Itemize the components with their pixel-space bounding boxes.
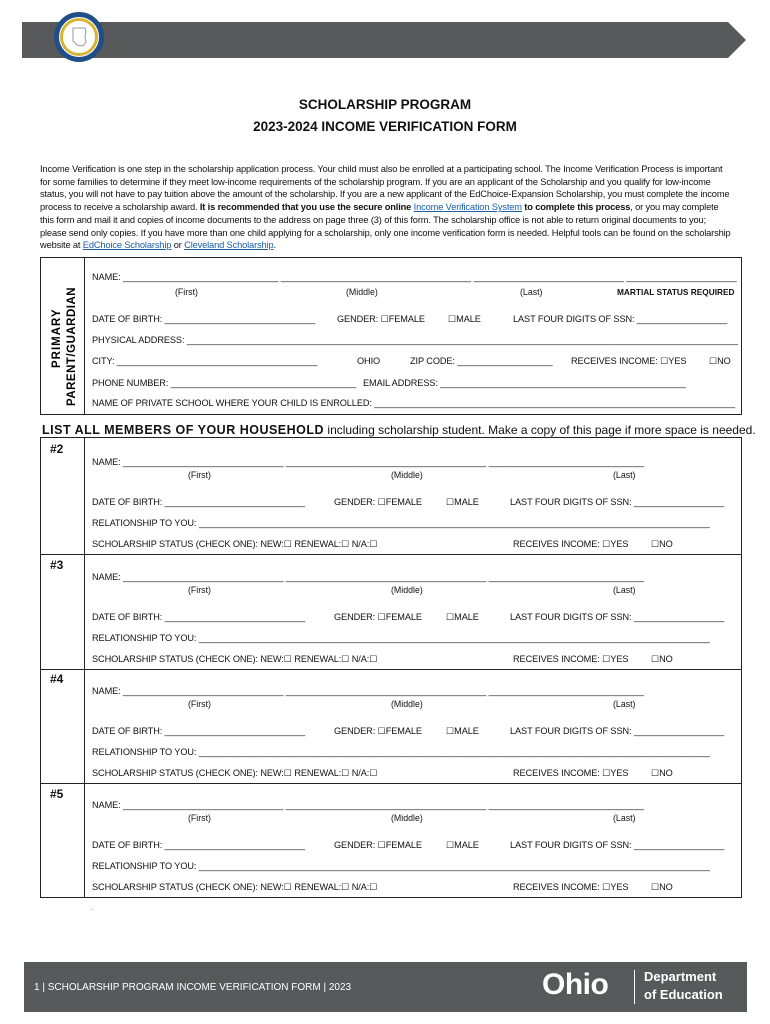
intro-paragraph (40, 163, 732, 252)
cleveland-scholarship-link[interactable]: Cleveland Scholarship (184, 240, 274, 251)
member-dob-field[interactable]: DATE OF BIRTH: ____________________________ (92, 612, 305, 622)
member-income-no-checkbox[interactable]: ☐NO (651, 768, 673, 778)
member-ssn-field[interactable]: LAST FOUR DIGITS OF SSN: __________________ (510, 497, 725, 507)
member-last-caption: (Last) (613, 699, 636, 709)
stray-mark: · (90, 905, 93, 914)
ohio-seal-ring-icon (60, 18, 98, 56)
logo-divider (634, 970, 635, 1004)
primary-city-field[interactable]: CITY: ________________________________________ (92, 356, 318, 366)
side-label-primary: PRIMARY (51, 308, 63, 368)
intro-bold-2: to complete this process (521, 202, 631, 213)
member-scholarship-status[interactable]: SCHOLARSHIP STATUS (CHECK ONE): NEW:☐ RENEWAL:☐ N/A:☐ (92, 882, 378, 892)
member-gender-female-checkbox[interactable]: GENDER: ☐FEMALE (334, 612, 422, 622)
member-middle-caption: (Middle) (391, 699, 423, 709)
edchoice-scholarship-link[interactable]: EdChoice Scholarship (82, 240, 172, 251)
member-last-caption: (Last) (613, 470, 636, 480)
form-title-line1: SCHOLARSHIP PROGRAM (298, 97, 472, 112)
intro-bold-1: It is recommended that you use the secure online (199, 202, 414, 213)
household-divider (84, 437, 85, 898)
intro-text-2: , or you may complete this form and mail it and copies of income documents to the address on page three (3) of this form. The scholarship office is not able to return original documents to you; please send only copies. If you have more than one child applying for a scholarship, only one income verification form is needed. Helpful tools can be found on the scholarship website at (40, 202, 731, 251)
household-title-bold: LIST ALL MEMBERS OF YOUR HOUSEHOLD (42, 423, 325, 437)
dept-label-line1: Department (644, 969, 717, 984)
income-verification-system-link[interactable]: Income Verification System (413, 202, 522, 213)
member-ssn-field[interactable]: LAST FOUR DIGITS OF SSN: __________________ (510, 840, 725, 850)
intro-text-3: or (171, 240, 185, 251)
member-last-caption: (Last) (613, 585, 636, 595)
member-separator (40, 783, 742, 784)
primary-gender-male-checkbox[interactable]: ☐MALE (448, 314, 481, 324)
member-dob-field[interactable]: DATE OF BIRTH: ____________________________ (92, 497, 305, 507)
member-scholarship-status[interactable]: SCHOLARSHIP STATUS (CHECK ONE): NEW:☐ RENEWAL:☐ N/A:☐ (92, 654, 378, 664)
member-gender-male-checkbox[interactable]: ☐MALE (446, 497, 479, 507)
member-income-yes-checkbox[interactable]: RECEIVES INCOME: ☐YES (513, 654, 629, 664)
intro-text-4: . (273, 240, 276, 251)
member-income-no-checkbox[interactable]: ☐NO (651, 539, 673, 549)
member-dob-field[interactable]: DATE OF BIRTH: ____________________________ (92, 840, 305, 850)
member-gender-female-checkbox[interactable]: GENDER: ☐FEMALE (334, 497, 422, 507)
marital-status-label: MARTIAL STATUS REQUIRED (617, 287, 735, 297)
member-separator (40, 669, 742, 670)
member-income-yes-checkbox[interactable]: RECEIVES INCOME: ☐YES (513, 768, 629, 778)
member-relationship-field[interactable]: RELATIONSHIP TO YOU: ______________________________________________________________________________________________________ (92, 747, 710, 757)
primary-dob-field[interactable]: DATE OF BIRTH: ______________________________ (92, 314, 315, 324)
member-last-caption: (Last) (613, 813, 636, 823)
member-separator (40, 554, 742, 555)
member-middle-caption: (Middle) (391, 813, 423, 823)
member-gender-female-checkbox[interactable]: GENDER: ☐FEMALE (334, 840, 422, 850)
primary-address-field[interactable]: PHYSICAL ADDRESS: ______________________________________________________________________________________________________________ (92, 335, 738, 345)
member-gender-female-checkbox[interactable]: GENDER: ☐FEMALE (334, 726, 422, 736)
primary-ssn-field[interactable]: LAST FOUR DIGITS OF SSN: __________________ (513, 314, 728, 324)
member-number: #2 (50, 442, 64, 456)
primary-phone-field[interactable]: PHONE NUMBER: _____________________________________ (92, 378, 357, 388)
member-first-caption: (First) (188, 470, 211, 480)
primary-email-field[interactable]: EMAIL ADDRESS: _________________________________________________ (363, 378, 686, 388)
member-relationship-field[interactable]: RELATIONSHIP TO YOU: ______________________________________________________________________________________________________ (92, 861, 710, 871)
primary-middle-caption: (Middle) (346, 287, 378, 297)
side-label-parent-guardian: PARENT/GUARDIAN (66, 286, 78, 406)
intro-text-1: Income Verification is one step in the scholarship application process. Your child must also be enrolled at a participating school. The Income Verification Process is important for some families to determine if they meet low-income requirements of the scholarship program. If you are an applicant of the Scholarship and you qualify for low-income status, you will not have to pay tuition above the amount of the scholarship. If you are a new applicant of the EdChoice-Expansion Scholarship, you must complete the income process to receive a scholarship award. (40, 164, 730, 213)
primary-divider (84, 257, 85, 415)
member-relationship-field[interactable]: RELATIONSHIP TO YOU: ______________________________________________________________________________________________________ (92, 633, 710, 643)
member-name-field[interactable]: NAME: ________________________________ ________________________________________ _______________________________ (92, 686, 644, 696)
member-number: #3 (50, 558, 64, 572)
page-footer (24, 962, 747, 1012)
member-income-no-checkbox[interactable]: ☐NO (651, 654, 673, 664)
dept-label-line2: of Education (644, 987, 723, 1002)
member-first-caption: (First) (188, 585, 211, 595)
footer-page-label: 1 | SCHOLARSHIP PROGRAM INCOME VERIFICATION FORM | 2023 (34, 982, 352, 993)
form-title-line2: 2023-2024 INCOME VERIFICATION FORM (253, 119, 517, 134)
household-title-rest: including scholarship student. Make a copy of this page if more space is needed. (324, 423, 756, 437)
member-number: #4 (50, 672, 64, 686)
member-gender-male-checkbox[interactable]: ☐MALE (446, 840, 479, 850)
primary-side-label (40, 258, 78, 410)
primary-zip-field[interactable]: ZIP CODE: ___________________ (410, 356, 553, 366)
member-ssn-field[interactable]: LAST FOUR DIGITS OF SSN: __________________ (510, 612, 725, 622)
primary-first-caption: (First) (175, 287, 198, 297)
member-scholarship-status[interactable]: SCHOLARSHIP STATUS (CHECK ONE): NEW:☐ RENEWAL:☐ N/A:☐ (92, 539, 378, 549)
primary-income-no-checkbox[interactable]: ☐NO (709, 356, 731, 366)
member-middle-caption: (Middle) (391, 585, 423, 595)
header-banner (22, 22, 746, 58)
primary-name-field[interactable]: NAME: _______________________________ ______________________________________ ______________________________ ______________________ (92, 272, 737, 282)
primary-gender-female-checkbox[interactable]: GENDER: ☐FEMALE (337, 314, 425, 324)
member-ssn-field[interactable]: LAST FOUR DIGITS OF SSN: __________________ (510, 726, 725, 736)
primary-state-label: OHIO (357, 356, 381, 366)
member-dob-field[interactable]: DATE OF BIRTH: ____________________________ (92, 726, 305, 736)
primary-last-caption: (Last) (520, 287, 543, 297)
member-number: #5 (50, 787, 64, 801)
member-income-yes-checkbox[interactable]: RECEIVES INCOME: ☐YES (513, 539, 629, 549)
ohio-logo-wordmark: Ohio (542, 968, 609, 1001)
member-first-caption: (First) (188, 813, 211, 823)
member-gender-male-checkbox[interactable]: ☐MALE (446, 726, 479, 736)
member-relationship-field[interactable]: RELATIONSHIP TO YOU: ______________________________________________________________________________________________________ (92, 518, 710, 528)
member-income-yes-checkbox[interactable]: RECEIVES INCOME: ☐YES (513, 882, 629, 892)
member-gender-male-checkbox[interactable]: ☐MALE (446, 612, 479, 622)
member-scholarship-status[interactable]: SCHOLARSHIP STATUS (CHECK ONE): NEW:☐ RENEWAL:☐ N/A:☐ (92, 768, 378, 778)
primary-income-yes-checkbox[interactable]: RECEIVES INCOME: ☐YES (571, 356, 687, 366)
member-name-field[interactable]: NAME: ________________________________ ________________________________________ _______________________________ (92, 800, 644, 810)
member-first-caption: (First) (188, 699, 211, 709)
member-middle-caption: (Middle) (391, 470, 423, 480)
household-section-title (42, 423, 756, 437)
member-name-field[interactable]: NAME: ________________________________ ________________________________________ _______________________________ (92, 457, 644, 467)
member-income-no-checkbox[interactable]: ☐NO (651, 882, 673, 892)
member-name-field[interactable]: NAME: ________________________________ ________________________________________ _______________________________ (92, 572, 644, 582)
private-school-field[interactable]: NAME OF PRIVATE SCHOOL WHERE YOUR CHILD IS ENROLLED: ________________________________________________________________________ (92, 398, 735, 408)
